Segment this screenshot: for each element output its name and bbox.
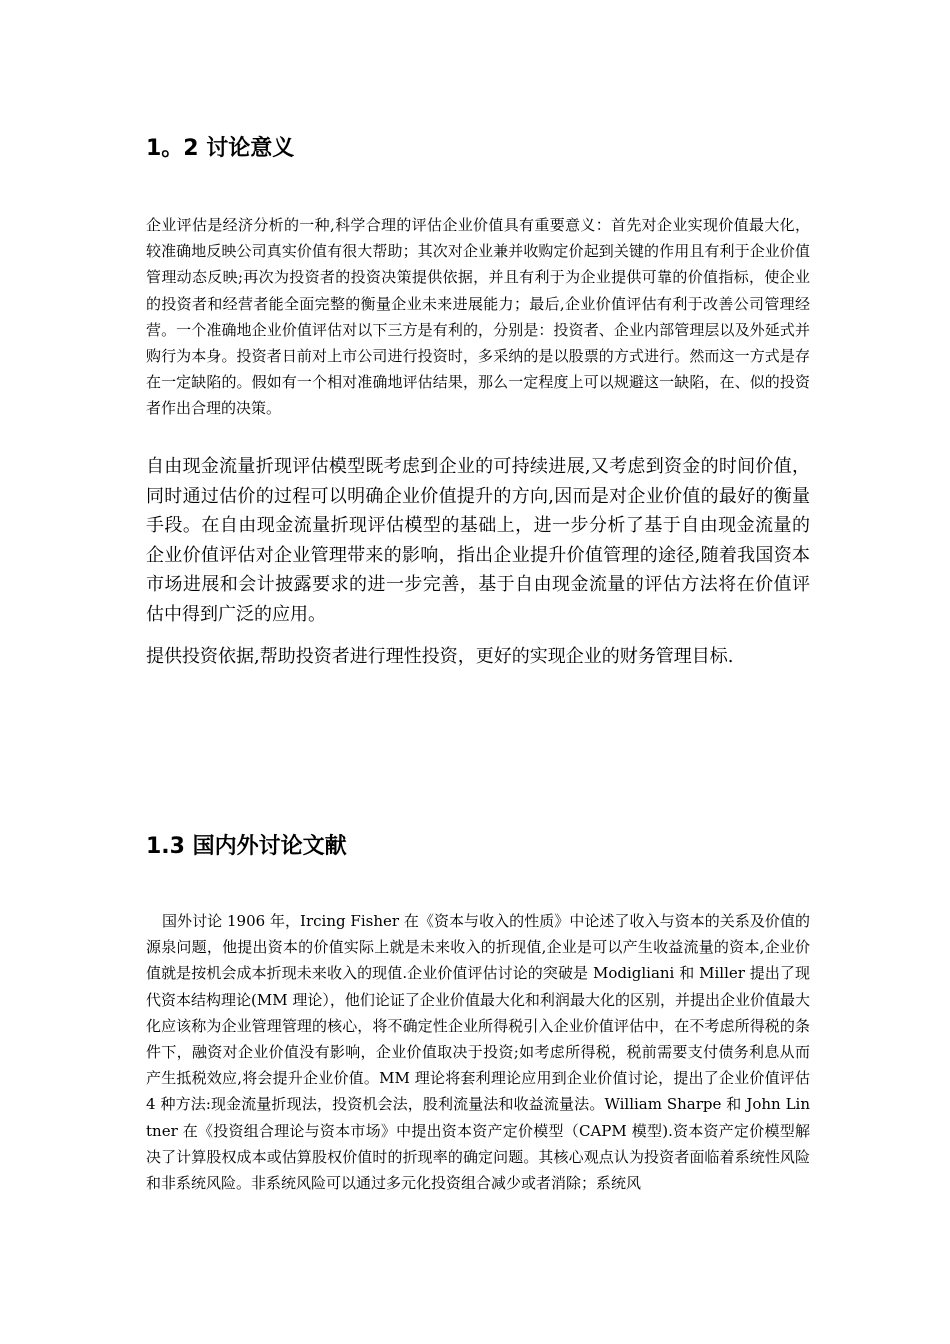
paragraph-investment-basis: 提供投资依据,帮助投资者进行理性投资，更好的实现企业的财务管理目标.	[146, 646, 734, 667]
paragraph-enterprise-valuation-significance: 企业评估是经济分析的一种,科学合理的评估企业价值具有重要意义：首先对企业实现价值最大化，较准确地反映公司真实价值有很大帮助；其次对企业兼并收购定价起到关键的作用且有利于企业价值管理动态反映;再次为投资者的投资决策提供依据，并且有利于为企业提供可靠的价值指标，使企业的投资者和经营者能全面完整的衡量企业未来进展能力；最后,企业价值评估有利于改善公司管理经营。一个准确地企业价值评估对以下三方是有利的，分别是：投资者、企业内部管理层以及外延式并购行为本身。投资者日前对上市公司进行投资时，多采纳的是以股票的方式进行。然而这一方式是存在一定缺陷的。假如有一个相对准确地评估结果，那么一定程度上可以规避这一缺陷，在、似的投资者作出合理的决策。	[146, 216, 810, 418]
paragraph-free-cash-flow-model: 自由现金流量折现评估模型既考虑到企业的可持续进展,又考虑到资金的时间价值，同时通过估价的过程可以明确企业价值提升的方向,因而是对企业价值的最好的衡量手段。在自由现金流量折现评估模型的基础上，进一步分析了基于自由现金流量的企业价值评估对企业管理带来的影响，指出企业提升价值管理的途径,随着我国资本市场进展和会计披露要求的进一步完善，基于自由现金流量的评估方法将在价值评估中得到广泛的应用。	[146, 456, 810, 625]
section-heading-1-3: 1.3 国内外讨论文献	[146, 834, 347, 859]
paragraph-literature-review: 国外讨论 1906 年，Ircing Fisher 在《资本与收入的性质》中论述了收入与资本的关系及价值的源泉问题，他提出资本的价值实际上就是未来收入的折现值,企业是可以产生收益流量的资本,企业价值就是按机会成本折现未来收入的现值.企业价值评估讨论的突破是 Modigliani 和 Miller 提出了现代资本结构理论(MM 理论），他们论证了企业价值最大化和利润最大化的区别，并提出企业价值最大化应该称为企业管理管理的核心，将不确定性企业所得税引入企业价值评估中，在不考虑所得税的条件下，融资对企业价值没有影响，企业价值取决于投资;如考虑所得税，税前需要支付债务利息从而产生抵税效应,将会提升企业价值。MM 理论将套利理论应用到企业价值讨论，提出了企业价值评估 4 种方法:现金流量折现法，投资机会法，股利流量法和收益流量法。William Sharpe 和 John Lintner 在《投资组合理论与资本市场》中提出资本资产定价模型（CAPM 模型).资本资产定价模型解决了计算股权成本或估算股权价值时的折现率的确定问题。其核心观点认为投资者面临着系统性风险和非系统风险。非系统风险可以通过多元化投资组合减少或者消除；系统风	[146, 912, 810, 1193]
section-heading-1-2: 1。2 讨论意义	[146, 136, 295, 161]
